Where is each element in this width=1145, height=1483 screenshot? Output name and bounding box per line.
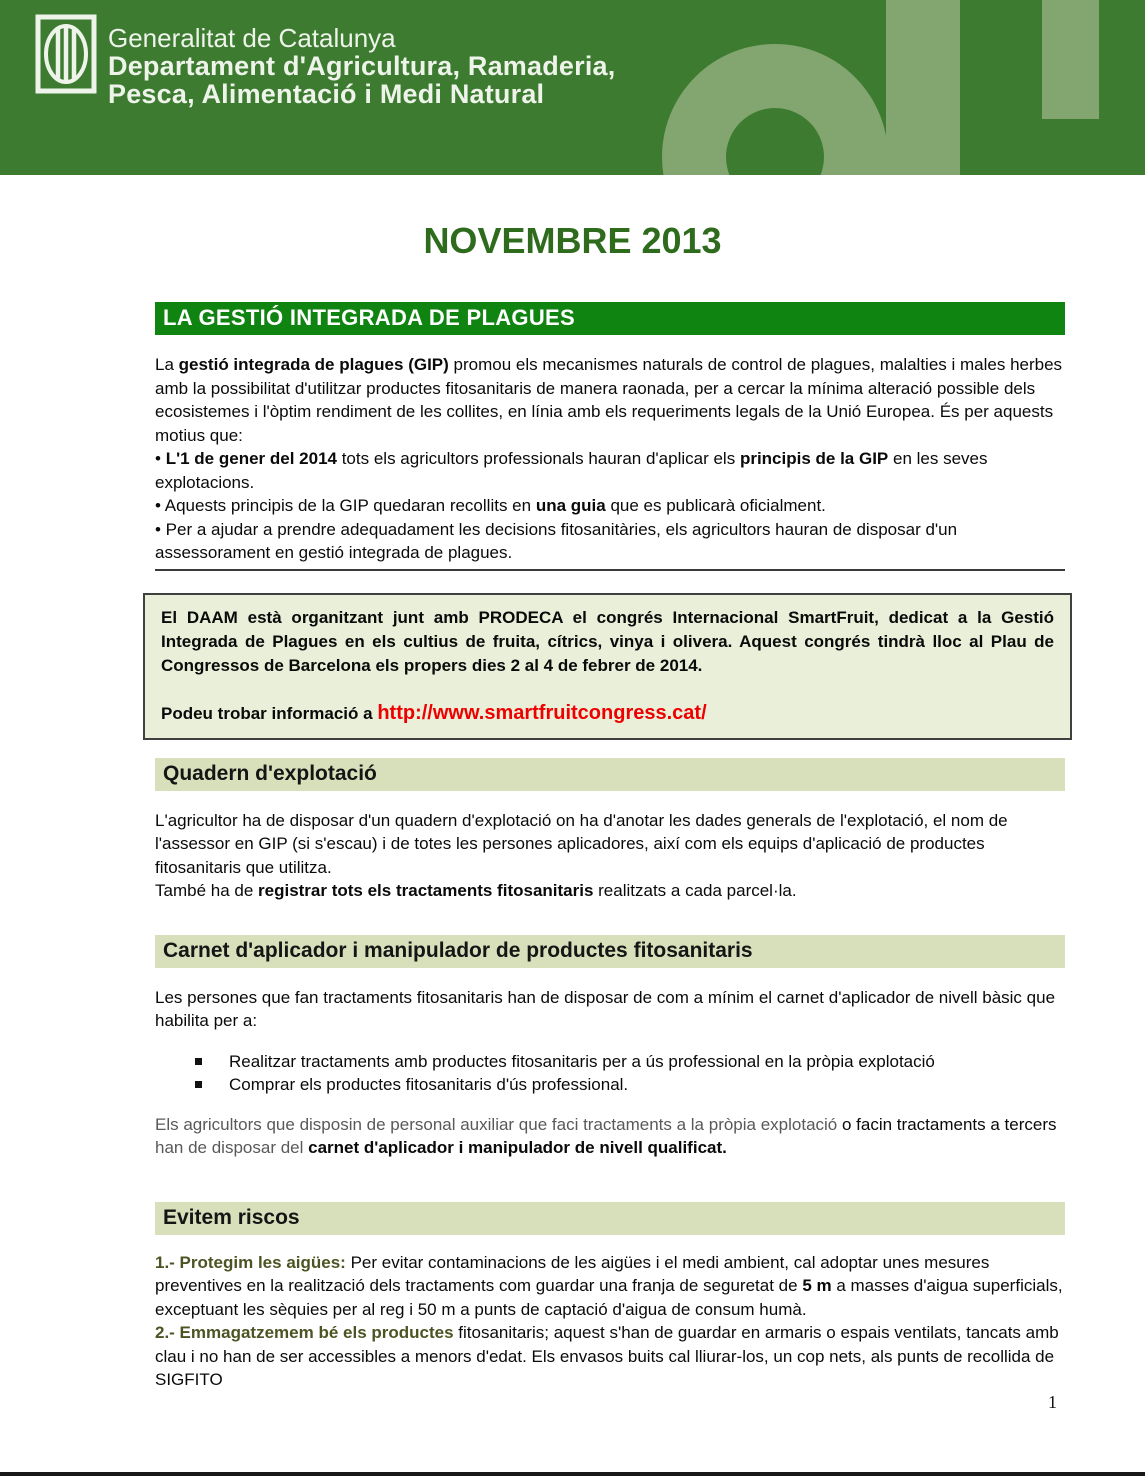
watermark-letter-bowl xyxy=(662,44,888,175)
list-item xyxy=(195,1073,1065,1097)
page-number: 1 xyxy=(1048,1392,1057,1412)
org-line-3: Pesca, Alimentació i Medi Natural xyxy=(108,79,545,109)
paragraph-riscos-2: 2.- Emmagatzemem bé els productes fitosanitaris; aquest s'han de guardar en armaris o espais ventilats, tancats amb clau i no han de ser accessibles a menors d'edat. Els envasos buits cal lliurar-los, un cop nets, als punts de recollida de SIGFITO xyxy=(155,1323,1059,1389)
square-bullet-icon xyxy=(195,1081,202,1088)
section-heading-carnet: Carnet d'aplicador i manipulador de productes fitosanitaris xyxy=(155,935,1065,968)
section-heading-gip: LA GESTIÓ INTEGRADA DE PLAGUES xyxy=(155,302,1065,335)
list-item-text: Realitzar tractaments amb productes fitosanitaris per a ús professional en la pròpia explotació xyxy=(229,1051,935,1071)
paragraph-gip-bullet-3: • Per a ajudar a prendre adequadament les decisions fitosanitàries, els agricultors hauran de disposar d'un assessorament en gestió integrada de plagues. xyxy=(155,519,958,562)
paragraph-quadern-2: També ha de registrar tots els tractaments fitosanitaris realitzats a cada parcel·la. xyxy=(155,881,797,900)
smartfruit-congress-link[interactable]: http://www.smartfruitcongress.cat/ xyxy=(377,701,707,724)
organization-name xyxy=(108,24,615,108)
org-line-1: Generalitat de Catalunya xyxy=(108,23,396,53)
section-heading-riscos: Evitem riscos xyxy=(155,1202,1065,1235)
paragraph-gip-intro: La gestió integrada de plagues (GIP) promou els mecanismes naturals de control de plagues, malalties i males herbes amb la possibilitat d'utilitzar productes fitosanitaris de manera raonada, per a cercar la mínima alteració possible dels ecosistemes i l'òptim rendiment de les collites, en línia amb els requeriments legals de la Unió Europea. És per aquests motius que: xyxy=(155,355,1063,445)
paragraph-gip-bullet-1: • L'1 de gener del 2014 tots els agricultors professionals hauran d'aplicar els principis de la GIP en les seves explotacions. xyxy=(155,449,988,492)
section-heading-quadern: Quadern d'explotació xyxy=(155,758,1065,791)
carnet-bullet-list xyxy=(195,1050,1065,1097)
congress-info-label: Podeu trobar informació a xyxy=(161,703,378,723)
congress-info-box xyxy=(143,593,1072,740)
org-line-2: Departament d'Agricultura, Ramaderia, xyxy=(108,51,616,81)
header-banner xyxy=(0,0,1145,175)
congress-box-link-line xyxy=(161,702,1054,725)
list-item-text: Comprar els productes fitosanitaris d'ús professional. xyxy=(229,1075,629,1094)
square-bullet-icon xyxy=(195,1058,202,1065)
watermark-letter-bar xyxy=(1042,0,1099,119)
content-column xyxy=(155,302,1065,1392)
congress-box-text: El DAAM està organitzant junt amb PRODECA el congrés Internacional SmartFruit, dedicat a la Gestió Integrada de Plagues en els cultius de fruita, cítrics, vinya i olivera. Aquest congrés tindrà lloc al Plau de Congressos de Barcelona els propers dies 2 al 4 de febrer de 2014. xyxy=(161,607,1054,675)
paragraph-quadern-1: L'agricultor ha de disposar d'un quadern d'explotació on ha d'anotar les dades generals de l'explotació, el nom de l'assessor en GIP (si s'escau) i de totes les persones aplicadores, així com els equips d'aplicació de productes fitosanitaris que utilitza. xyxy=(155,810,1008,877)
paragraph-riscos-1: 1.- Protegim les aigües: Per evitar contaminacions de les aigües i el medi ambient, cal adoptar unes mesures preventives en la realització dels tractaments com guardar una franja de seguretat de 5 m a masses d'aigua superficials, exceptuant les sèquies per al reg i 50 m a punts de captació d'aigua de consum humà. xyxy=(155,1252,1063,1319)
paragraph-gip-bullet-2: • Aquests principis de la GIP quedaran recollits en una guia que es publicarà oficialment. xyxy=(155,496,826,515)
horizontal-divider xyxy=(155,569,1065,571)
paragraph-carnet-intro: Les persones que fan tractaments fitosanitaris han de disposar de com a mínim el carnet d'aplicador de nivell bàsic que habilita per a: xyxy=(155,987,1056,1030)
generalitat-logo-icon xyxy=(35,14,97,94)
list-item xyxy=(195,1050,1065,1074)
watermark-letter-stem xyxy=(886,0,960,175)
footer-rule xyxy=(0,1472,1145,1476)
paragraph-carnet-qualificat: Els agricultors que disposin de personal auxiliar que faci tractaments a la pròpia explotació o facin tractaments a tercers han de disposar del carnet d'aplicador i manipulador de nivell qualificat. xyxy=(155,1114,1057,1157)
page-title: NOVEMBRE 2013 xyxy=(423,220,722,261)
